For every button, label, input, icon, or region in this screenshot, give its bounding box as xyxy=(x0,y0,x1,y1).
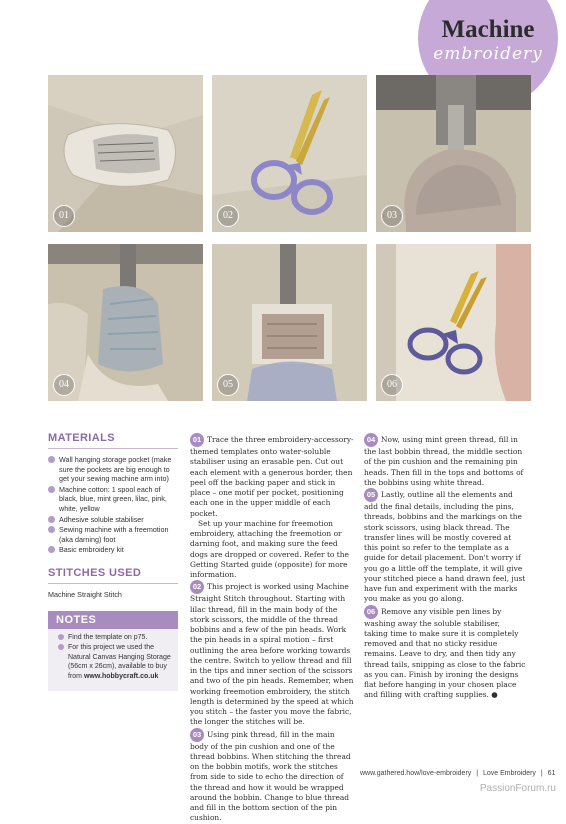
page-subtitle: embroidery xyxy=(433,44,543,64)
note-item: Find the template on p75. xyxy=(58,633,172,642)
step-05 xyxy=(364,488,526,605)
page-number: 61 xyxy=(547,770,556,777)
materials-item: Basic embroidery kit xyxy=(48,545,178,555)
photo-number: 06 xyxy=(381,374,403,396)
photo-number: 03 xyxy=(381,205,403,227)
photo-number: 02 xyxy=(217,205,239,227)
stitches-heading: STITCHES USED xyxy=(48,567,178,584)
photo-number: 05 xyxy=(217,374,239,396)
materials-item: Sewing machine with a freemotion (aka darning) foot xyxy=(48,525,178,544)
step-number: 06 xyxy=(364,605,378,619)
instructions-column-2 xyxy=(364,433,526,701)
step-text: Remove any visible pen lines by washing away the soluble stabiliser, taking time to make sure it is completely removed and that no sticky residue remains. Leave to dry, and then tidy any thread tails, snipping as close to the fabric as you can. Finish by ironing the designs flat before hanging in your chosen place and filling with crafting supplies. ● xyxy=(364,606,526,700)
step-number: 01 xyxy=(190,433,204,447)
photo-number: 04 xyxy=(53,374,75,396)
footer-url[interactable]: www.gathered.how/love-embroidery xyxy=(360,770,472,777)
notes-box xyxy=(48,611,178,691)
note-text: For this project we used the Natural Canvas Hanging Storage (56cm x 26cm), available to buy from xyxy=(68,644,171,680)
materials-item: Machine cotton: 1 spool each of black, blue, mint green, lilac, pink, white, yellow xyxy=(48,485,178,514)
photo-01 xyxy=(48,75,203,232)
photo-02 xyxy=(212,75,367,232)
photo-05 xyxy=(212,244,367,401)
step-02 xyxy=(190,580,354,727)
step-04 xyxy=(364,433,526,488)
step-06 xyxy=(364,605,526,701)
page-title: Machine xyxy=(441,16,535,43)
watermark: PassionForum.ru xyxy=(479,783,556,794)
footer-separator: | xyxy=(476,770,479,777)
hobbycraft-link[interactable]: www.hobbycraft.co.uk xyxy=(83,672,159,680)
step-number: 05 xyxy=(364,488,378,502)
step-text: Lastly, outline all the elements and add the final details, including the pins, threads, bobbins and the markings on the stork scissors, using black thread. The transfer lines will be mostly covered at this point so refer to the template as a guide for detail placement. Don't worry if you go a little off the template, it will give your stitched piece a hand drawn feel, just have fun and experiment with the marks you make as you go along. xyxy=(364,490,526,604)
materials-item: Adhesive soluble stabiliser xyxy=(48,515,178,525)
step-01 xyxy=(190,433,354,519)
photo-03 xyxy=(376,75,531,232)
photo-04 xyxy=(48,244,203,401)
materials-heading: MATERIALS xyxy=(48,432,178,449)
step-number: 03 xyxy=(190,728,204,742)
step-text: Now, using mint green thread, fill in the last bobbin thread, the middle section of the pin cushion and the remaining pin heads. Then fill in the tops and bottoms of the bobbins using white thread. xyxy=(364,435,524,487)
page-footer xyxy=(360,770,558,777)
stitches-text: Machine Straight Stitch xyxy=(48,589,122,599)
photo-number: 01 xyxy=(53,205,75,227)
step-number: 04 xyxy=(364,433,378,447)
instructions-column-1 xyxy=(190,433,354,824)
step-03 xyxy=(190,728,354,824)
notes-heading: NOTES xyxy=(48,611,178,629)
footer-separator: | xyxy=(540,770,543,777)
step-number: 02 xyxy=(190,580,204,594)
step-text: This project is worked using Machine Straight Stitch throughout. Starting with lilac thread, fill in the main body of the stork scissors, the middle of the thread bobbins and a few of the pin heads. Work the pin heads in a spiral motion – first outlining the area before working towards the centre. Switch to yellow thread and fill in the tips and inner section of the scissors and two of the pin heads. Remember, when working freemotion embroidery, the stitch length is determined by the speed at which you stitch – the faster you move the fabric, the longer the stitches will be. xyxy=(190,582,354,727)
photo-06 xyxy=(376,244,531,401)
step-01-continued: Set up your machine for freemotion embroidery, attaching the freemotion or darning foot, and making sure the feed dogs are dropped or covered. Refer to the Getting Started guide (opposite) for more information. xyxy=(190,518,349,579)
note-item xyxy=(58,643,172,681)
step-text: Trace the three embroidery-accessory-themed templates onto water-soluble stabiliser using an erasable pen. Cut out each element with a generous border, then peel off the backing paper and stick in place – one motif per pocket, positioning each one in the upper middle of each pocket. xyxy=(190,435,354,518)
step-text: Using pink thread, fill in the main body of the pin cushion and one of the thread bobbins. When stitching the thread on the bobbin motifs, work the stitches from side to side to echo the direction of the thread and how it would be wrapped around the bobbin. Change to blue thread and fill in the bottom section of the pin cushion. xyxy=(190,729,351,823)
footer-magazine: Love Embroidery xyxy=(483,770,536,777)
sidebar xyxy=(48,432,178,691)
materials-item: Wall hanging storage pocket (make sure the pockets are big enough to get your sewing machine arm into) xyxy=(48,455,178,484)
